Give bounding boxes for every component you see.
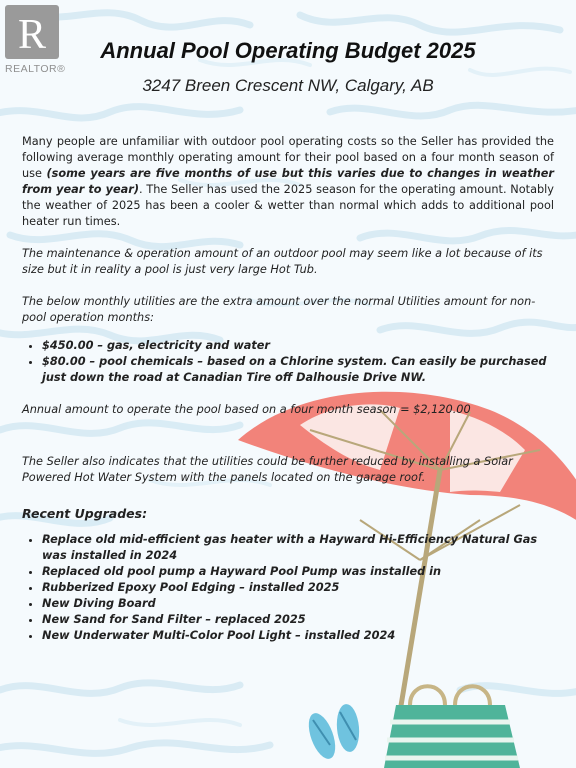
page-title: Annual Pool Operating Budget 2025 xyxy=(100,38,476,63)
solar-note: The Seller also indicates that the utilities could be further reduced by installing a Solar Powered Hot Water System with the panels located on the garage roof. xyxy=(22,455,513,484)
intro-text: Many people are unfamiliar with outdoor pool operating costs so the Seller has provided the following average monthly operating amount for their pool based on a four month season of use xyxy=(22,135,554,180)
property-address: 3247 Breen Crescent NW, Calgary, AB xyxy=(142,76,434,95)
upgrades-heading: Recent Upgrades: xyxy=(22,506,148,521)
list-item: • Rubberized Epoxy Pool Edging – installed 2025 xyxy=(42,580,554,596)
intro-emphasis: (some years are five months of use but this varies due to changes in weather from year to year) xyxy=(22,167,554,196)
svg-text:R: R xyxy=(17,12,47,58)
hot-tub-note: The maintenance & operation amount of an outdoor pool may seem like a lot because of its size but it in reality a pool is just very large Hot Tub. xyxy=(22,247,543,276)
list-item: • New Diving Board xyxy=(42,596,554,612)
realtor-logo-text: REALTOR® xyxy=(5,63,66,75)
list-item: • $80.00 – pool chemicals – based on a Chlorine system. Can easily be purchased just down the road at Canadian Tire off Dalhousie Drive NW. xyxy=(42,354,554,386)
document-body xyxy=(22,134,554,644)
annual-amount: Annual amount to operate the pool based on a four month season = $2,120.00 xyxy=(22,403,471,416)
list-item: • New Underwater Multi-Color Pool Light – installed 2024 xyxy=(42,628,554,644)
intro-text-end: . The Seller has used the 2025 season for the operating amount. Notably the weather of 2025 has been a cooler & wetter than normal which adds to additional pool heater run times. xyxy=(22,183,554,228)
list-item: • Replace old mid-efficient gas heater with a Hayward Hi-Efficiency Natural Gas was installed in 2024 xyxy=(42,532,554,564)
utilities-list xyxy=(22,338,554,386)
list-item: • New Sand for Sand Filter – replaced 2025 xyxy=(42,612,554,628)
upgrades-list xyxy=(22,532,554,644)
utilities-intro: The below monthly utilities are the extra amount over the normal Utilities amount for non-pool operation months: xyxy=(22,295,536,324)
intro-paragraph xyxy=(22,134,554,230)
list-item: • Replaced old pool pump a Hayward Pool Pump was installed in xyxy=(42,564,554,580)
list-item: • $450.00 – gas, electricity and water xyxy=(42,338,554,354)
